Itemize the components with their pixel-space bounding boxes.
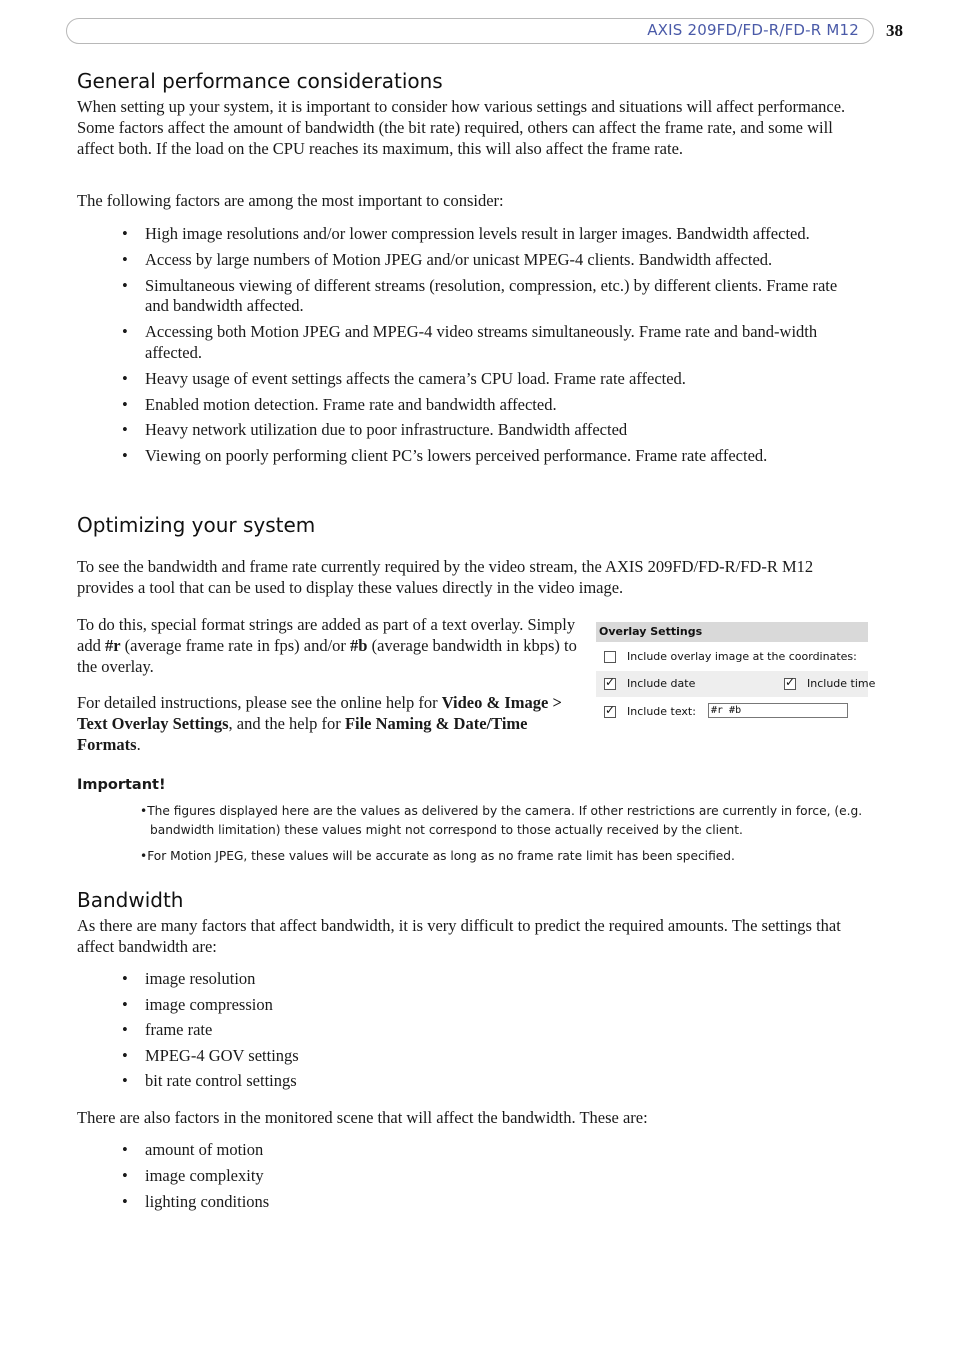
- header-title: AXIS 209FD/FD-R/FD-R M12: [647, 21, 859, 39]
- page-number: 38: [886, 21, 903, 40]
- bandwidth-intro: As there are many factors that affect bandwidth, it is very difficult to predict the required amounts. The settings that affect bandwidth are:: [77, 916, 841, 956]
- section-heading-bandwidth: Bandwidth: [77, 888, 184, 912]
- list-item: • Accessing both Motion JPEG and MPEG-4 video streams simultaneously. Frame rate and band-width affected.: [122, 322, 862, 364]
- overlay-settings-title: Overlay Settings: [596, 622, 868, 642]
- list-item: • bit rate control settings: [122, 1071, 862, 1092]
- general-intro: When setting up your system, it is important to consider how various settings and situations will affect performance. Some factors affect the amount of bandwidth (the bit rate) required, others can affect the frame rate, and some will affect both. If the load on the CPU reaches its maximum, this will also affect the frame rate.: [77, 97, 846, 158]
- list-item: • High image resolutions and/or lower compression levels result in larger images. Bandwidth affected.: [122, 224, 862, 245]
- include-date-row: [596, 671, 876, 697]
- overlay-image-row: [596, 644, 868, 670]
- help-ref-file-naming: File Naming & Date/Time Formats: [77, 713, 528, 754]
- list-item: • frame rate: [122, 1020, 862, 1041]
- include-text-row: [596, 699, 868, 725]
- list-item: • MPEG-4 GOV settings: [122, 1046, 862, 1067]
- include-date-label: Include date: [627, 677, 696, 690]
- scene-factors-lead: There are also factors in the monitored scene that will affect the bandwidth. These are:: [77, 1108, 648, 1127]
- list-item: • lighting conditions: [122, 1192, 862, 1213]
- overlay-settings-panel: [596, 622, 876, 726]
- section-heading-general: General performance considerations: [77, 69, 443, 93]
- optimizing-intro: To see the bandwidth and frame rate currently required by the video stream, the AXIS 209FD/FD-R/FD-R M12 provides a tool that can be used to display these values directly in the video image.: [77, 557, 814, 597]
- general-lead: The following factors are among the most important to consider:: [77, 191, 504, 210]
- include-date-checkbox[interactable]: [604, 675, 616, 690]
- checkmark-icon: ✓: [605, 703, 616, 717]
- bandwidth-settings-list: [122, 969, 862, 1092]
- page-header: [66, 18, 874, 44]
- scene-factors-list: [122, 1140, 862, 1212]
- list-item: • Heavy usage of event settings affects the camera’s CPU load. Frame rate affected.: [122, 369, 862, 390]
- include-text-checkbox[interactable]: [604, 703, 616, 718]
- important-note-figures: •The figures displayed here are the values as delivered by the camera. If other restrictions are currently in force, (e.g. bandwidth limitation) these values might not correspond to those actually received by the client.: [140, 804, 863, 837]
- format-string-r: #r: [104, 635, 121, 655]
- list-item: • amount of motion: [122, 1140, 862, 1161]
- checkmark-icon: ✓: [605, 675, 616, 689]
- checkmark-icon: ✓: [785, 675, 796, 689]
- help-ref-text-overlay: Video & Image > Text Overlay Settings: [77, 693, 562, 733]
- factors-list: [122, 224, 862, 467]
- optimizing-format-strings: To do this, special format strings are added as part of a text overlay. Simply add #r (average frame rate in fps) and/or #b (average bandwidth in kbps) to the overlay.: [77, 615, 577, 676]
- list-item: • Heavy network utilization due to poor infrastructure. Bandwidth affected: [122, 420, 862, 441]
- section-heading-optimizing: Optimizing your system: [77, 513, 316, 537]
- include-text-label: Include text:: [627, 705, 696, 718]
- list-item: • Access by large numbers of Motion JPEG and/or unicast MPEG-4 clients. Bandwidth affected.: [122, 250, 862, 271]
- overlay-image-label: Include overlay image at the coordinates:: [627, 650, 857, 663]
- list-item: • image complexity: [122, 1166, 862, 1187]
- important-title: Important!: [77, 777, 166, 793]
- list-item: • Enabled motion detection. Frame rate and bandwidth affected.: [122, 395, 862, 416]
- format-string-b: #b: [350, 635, 368, 655]
- overlay-text-input[interactable]: #r #b: [708, 703, 848, 718]
- optimizing-help-reference: For detailed instructions, please see the online help for Video & Image > Text Overlay Settings, and the help for File Naming & Date/Time Formats.: [77, 693, 562, 754]
- include-time-label: Include time: [807, 677, 876, 690]
- important-note-mjpeg: •For Motion JPEG, these values will be accurate as long as no frame rate limit has been specified.: [140, 849, 735, 863]
- list-item: • Viewing on poorly performing client PC’s lowers perceived performance. Frame rate affected.: [122, 446, 862, 467]
- list-item: • Simultaneous viewing of different streams (resolution, compression, etc.) by different clients. Frame rate and bandwidth affected.: [122, 276, 862, 318]
- list-item: • image resolution: [122, 969, 862, 990]
- overlay-image-checkbox[interactable]: [604, 651, 616, 663]
- list-item: • image compression: [122, 995, 862, 1016]
